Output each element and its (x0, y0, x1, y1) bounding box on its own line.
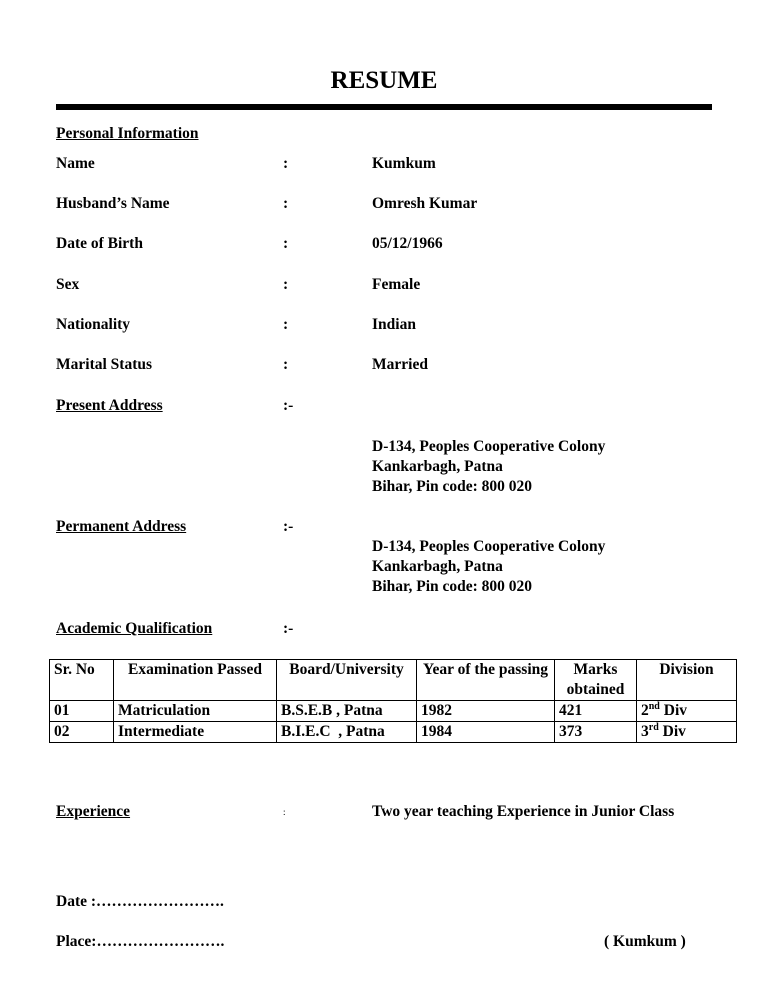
nationality-label: Nationality (56, 316, 131, 333)
permanent-address-line: Kankarbagh, Patna (372, 558, 503, 575)
cell-year: 1982 (417, 701, 555, 722)
experience-heading: Experience (56, 803, 131, 820)
division-text: Div (658, 723, 686, 740)
present-address-line: Bihar, Pin code: 800 020 (372, 478, 533, 495)
header-examination: Examination Passed (114, 660, 277, 701)
permanent-address-separator: :- (283, 518, 294, 535)
present-address-line: Kankarbagh, Patna (372, 458, 503, 475)
present-address-block (372, 437, 605, 497)
division-number: 3 (641, 723, 649, 740)
permanent-address-block (372, 537, 605, 597)
present-address-heading: Present Address (56, 397, 163, 414)
present-address-line: D-134, Peoples Cooperative Colony (372, 438, 606, 455)
cell-sr-no: 02 (50, 722, 114, 743)
dob-label: Date of Birth (56, 235, 143, 252)
husband-name-separator: : (283, 195, 289, 212)
division-suffix: nd (648, 701, 660, 712)
title-rule (56, 104, 712, 110)
name-label: Name (56, 155, 95, 172)
header-board: Board/University (277, 660, 417, 701)
cell-marks: 373 (555, 722, 637, 743)
dob-separator: : (283, 235, 289, 252)
husband-name-label: Husband’s Name (56, 195, 170, 212)
table-row (50, 722, 737, 743)
cell-board: B.S.E.B , Patna (277, 701, 417, 722)
academic-separator: :- (283, 620, 294, 637)
dob-value: 05/12/1966 (372, 235, 443, 252)
cell-year: 1984 (417, 722, 555, 743)
academic-heading: Academic Qualification (56, 620, 213, 637)
sex-separator: : (283, 276, 289, 293)
permanent-address-heading: Permanent Address (56, 518, 187, 535)
experience-value: Two year teaching Experience in Junior Class (372, 803, 675, 820)
date-line: Date :……………………. (56, 893, 224, 910)
permanent-address-line: Bihar, Pin code: 800 020 (372, 578, 533, 595)
header-year: Year of the passing (417, 660, 555, 701)
cell-board: B.I.E.C , Patna (277, 722, 417, 743)
sex-value: Female (372, 276, 421, 293)
marital-status-label: Marital Status (56, 356, 153, 373)
header-marks: Marks obtained (555, 660, 637, 701)
experience-separator: : (283, 807, 286, 817)
division-number: 2 (641, 702, 649, 719)
permanent-address-line: D-134, Peoples Cooperative Colony (372, 538, 606, 555)
marital-status-separator: : (283, 356, 289, 373)
husband-name-value: Omresh Kumar (372, 195, 478, 212)
nationality-value: Indian (372, 316, 416, 333)
qualification-table (49, 659, 737, 743)
cell-exam: Intermediate (114, 722, 277, 743)
page-title: RESUME (330, 67, 438, 94)
name-separator: : (283, 155, 289, 172)
table-row (50, 701, 737, 722)
cell-division (637, 701, 737, 722)
signature: ( Kumkum ) (604, 933, 686, 950)
table-header-row (50, 660, 737, 701)
cell-division (637, 722, 737, 743)
place-line: Place:……………………. (56, 933, 225, 950)
header-division: Division (637, 660, 737, 701)
division-suffix: rd (648, 722, 659, 733)
personal-info-heading: Personal Information (56, 125, 199, 142)
marital-status-value: Married (372, 356, 428, 373)
cell-sr-no: 01 (50, 701, 114, 722)
cell-marks: 421 (555, 701, 637, 722)
header-sr-no: Sr. No (50, 660, 114, 701)
nationality-separator: : (283, 316, 289, 333)
cell-exam: Matriculation (114, 701, 277, 722)
sex-label: Sex (56, 276, 80, 293)
present-address-separator: :- (283, 397, 294, 414)
division-text: Div (659, 702, 687, 719)
name-value: Kumkum (372, 155, 436, 172)
